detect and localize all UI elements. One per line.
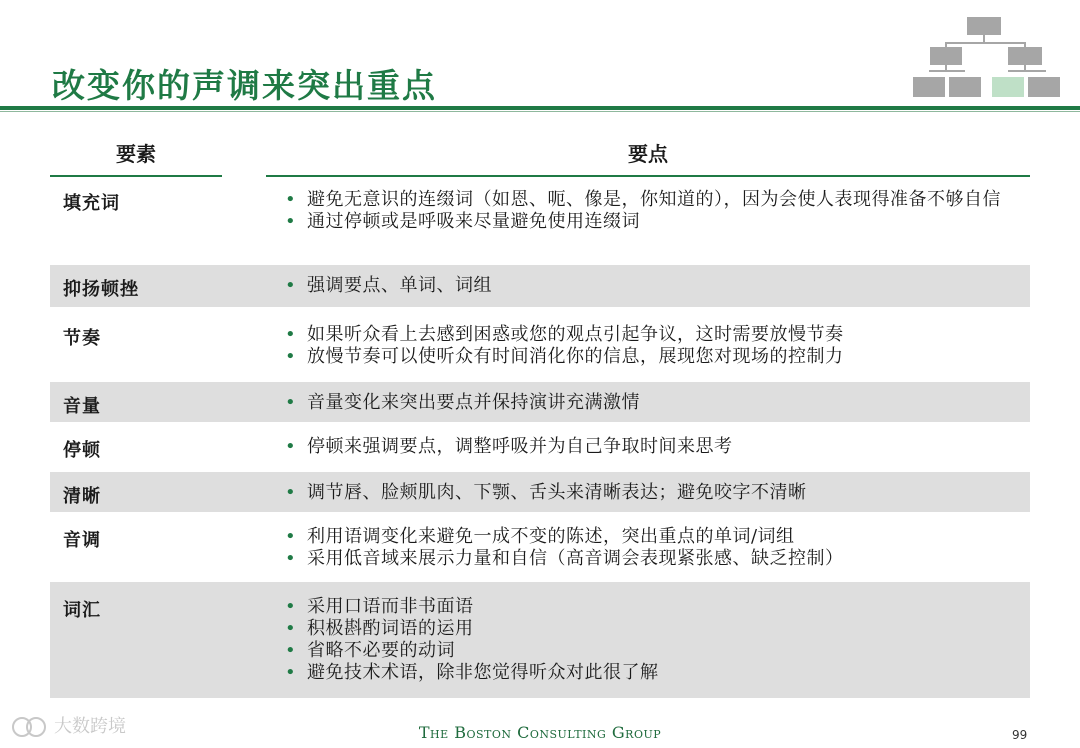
table-row	[50, 516, 1030, 580]
table-row	[50, 426, 1030, 468]
row-label: 节奏	[63, 328, 101, 349]
row-label: 音调	[63, 530, 101, 551]
title-divider	[0, 106, 1080, 110]
table-row	[50, 265, 1030, 307]
row-label: 词汇	[63, 600, 101, 621]
row-label: 填充词	[63, 193, 120, 214]
page-number: 99	[1012, 728, 1028, 742]
footer-logo	[0, 723, 1080, 742]
bullet-list	[283, 392, 1023, 414]
bullet-list	[283, 482, 1023, 504]
company-logo: The Boston Consulting Group	[418, 723, 662, 742]
bullet-list	[283, 189, 1023, 233]
list-item: • 通过停顿或是呼吸来尽量避免使用连缀词	[283, 211, 1023, 233]
page-title: 改变你的声调来突出重点	[52, 66, 437, 105]
list-item: • 停顿来强调要点，调整呼吸并为自己争取时间来思考	[283, 436, 1023, 458]
list-item: • 积极斟酌词语的运用	[283, 618, 1023, 640]
column-header-rule-element	[50, 175, 222, 177]
row-label: 清晰	[63, 486, 101, 507]
org-chart-icon	[912, 15, 1062, 100]
table-row	[50, 582, 1030, 698]
column-header-points: 要点	[628, 142, 668, 166]
bullet-list	[283, 436, 1023, 458]
bullet-list	[283, 324, 1023, 368]
row-label: 停顿	[63, 440, 101, 461]
list-item: • 强调要点、单词、词组	[283, 275, 1023, 297]
column-header-rule-points	[266, 175, 1030, 177]
list-item: • 避免技术术语，除非您觉得听众对此很了解	[283, 662, 1023, 684]
bullet-list	[283, 526, 1023, 570]
row-label: 抑扬顿挫	[63, 279, 139, 300]
list-item: • 音量变化来突出要点并保持演讲充满激情	[283, 392, 1023, 414]
list-item: • 调节唇、脸颊肌肉、下颚、舌头来清晰表达；避免咬字不清晰	[283, 482, 1023, 504]
list-item: • 采用低音域来展示力量和自信（高音调会表现紧张感、缺乏控制）	[283, 548, 1023, 570]
table-row	[50, 472, 1030, 512]
row-label: 音量	[63, 396, 101, 417]
list-item: • 如果听众看上去感到困惑或您的观点引起争议，这时需要放慢节奏	[283, 324, 1023, 346]
list-item: • 避免无意识的连缀词（如恩、呃、像是，你知道的），因为会使人表现得准备不够自信	[283, 189, 1023, 211]
bullet-list	[283, 275, 1023, 297]
title-divider-thin	[0, 111, 1080, 112]
table-row	[50, 382, 1030, 422]
list-item: • 放慢节奏可以使听众有时间消化你的信息，展现您对现场的控制力	[283, 346, 1023, 368]
list-item: • 采用口语而非书面语	[283, 596, 1023, 618]
table-row	[50, 179, 1030, 263]
table-row	[50, 314, 1030, 378]
column-header-element: 要素	[116, 142, 156, 166]
list-item: • 省略不必要的动词	[283, 640, 1023, 662]
bullet-list	[283, 596, 1023, 684]
list-item: • 利用语调变化来避免一成不变的陈述，突出重点的单词/词组	[283, 526, 1023, 548]
watermark-text: 大数跨境	[54, 716, 126, 737]
